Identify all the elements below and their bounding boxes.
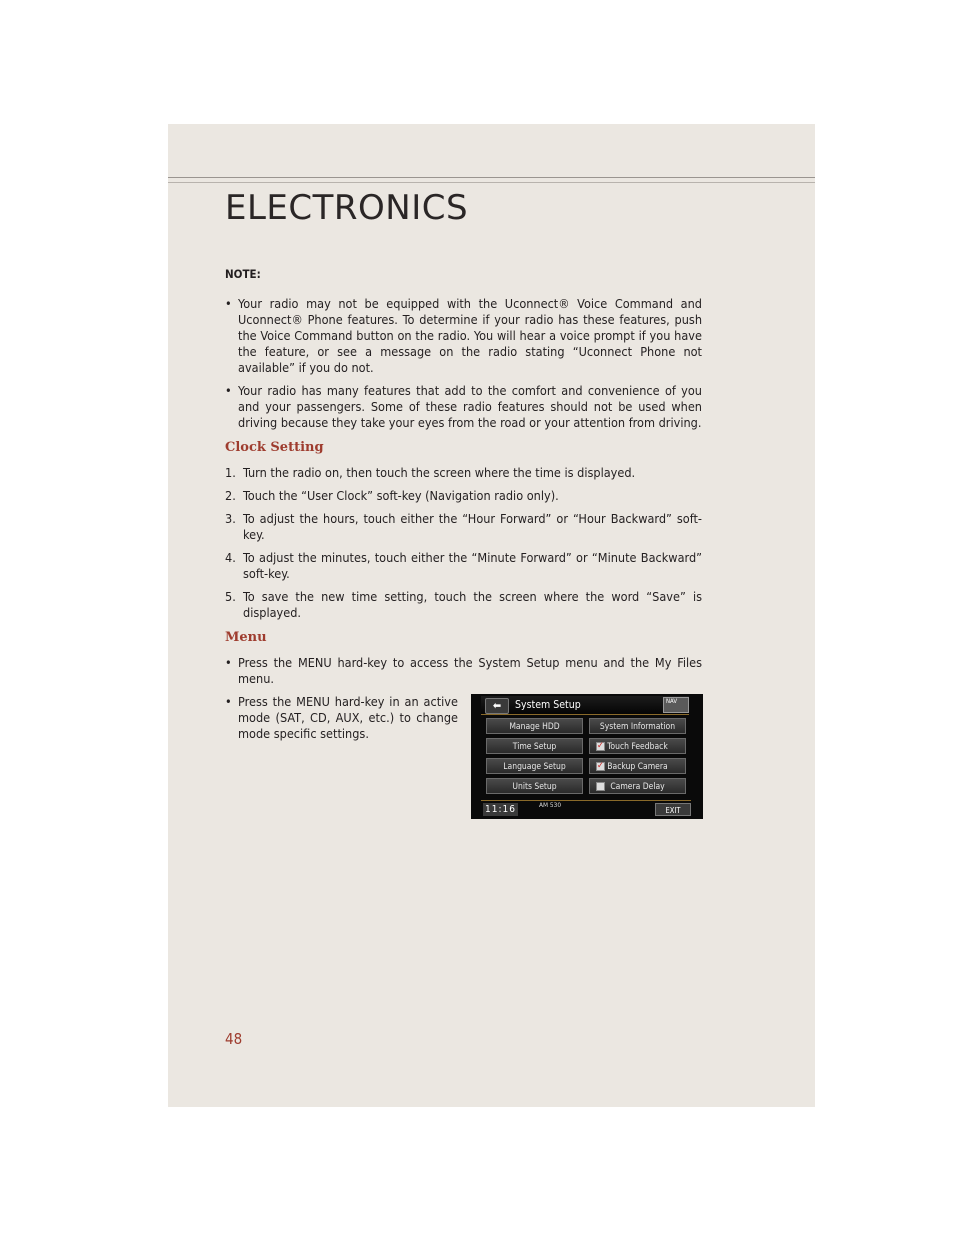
menu-item bbox=[225, 694, 458, 742]
note-item bbox=[225, 296, 702, 376]
system-setup-screenshot bbox=[471, 694, 703, 819]
menu-item bbox=[225, 655, 702, 687]
button-label: Backup Camera bbox=[607, 762, 668, 772]
header-rule bbox=[168, 177, 815, 178]
page bbox=[168, 124, 815, 1107]
step-item bbox=[225, 511, 702, 543]
screen-footer bbox=[481, 800, 691, 817]
bullet-icon: • bbox=[225, 296, 232, 311]
menu-heading: Menu bbox=[225, 630, 267, 645]
screen-title: System Setup bbox=[515, 699, 581, 711]
checkbox-unchecked-icon bbox=[596, 782, 605, 791]
step-number: 2. bbox=[225, 488, 236, 503]
bullet-icon: • bbox=[225, 383, 232, 398]
touch-feedback-button bbox=[589, 738, 686, 754]
button-label: Touch Feedback bbox=[607, 742, 668, 752]
menu-row bbox=[225, 694, 702, 824]
time-setup-button: Time Setup bbox=[486, 738, 583, 754]
button-label: System Information bbox=[599, 722, 676, 732]
step-item bbox=[225, 488, 702, 504]
units-setup-button: Units Setup bbox=[486, 778, 583, 794]
header-rule-thin bbox=[168, 182, 815, 183]
step-text: To save the new time setting, touch the screen where the word “Save” is displayed. bbox=[243, 589, 702, 620]
system-information-button bbox=[589, 718, 686, 734]
menu-text: Press the MENU hard-key in an active mode (SAT, CD, AUX, etc.) to change mode specific settings. bbox=[238, 694, 458, 741]
camera-delay-button bbox=[589, 778, 686, 794]
step-text: To adjust the hours, touch either the “Hour Forward” or “Hour Backward” soft-key. bbox=[243, 511, 702, 542]
checkbox-checked-icon bbox=[596, 762, 605, 771]
section-title: ELECTRONICS bbox=[225, 188, 469, 228]
bullet-icon: • bbox=[225, 655, 232, 670]
language-setup-button: Language Setup bbox=[486, 758, 583, 774]
step-item bbox=[225, 550, 702, 582]
step-text: Touch the “User Clock” soft-key (Navigation radio only). bbox=[243, 488, 559, 503]
page-number: 48 bbox=[225, 1030, 243, 1048]
station-display: AM 530 bbox=[539, 801, 562, 809]
nav-badge-label: NAV bbox=[666, 698, 678, 705]
step-number: 3. bbox=[225, 511, 236, 526]
step-number: 4. bbox=[225, 550, 236, 565]
clock-setting-heading: Clock Setting bbox=[225, 440, 324, 455]
step-text: To adjust the minutes, touch either the “Minute Forward” or “Minute Backward” soft-key. bbox=[243, 550, 702, 581]
step-text: Turn the radio on, then touch the screen where the time is displayed. bbox=[243, 465, 636, 480]
note-text: Your radio may not be equipped with the Uconnect® Voice Command and Uconnect® Phone features. To determine if your radio has these features, push the Voice Command button on the radio. You will hear a voice prompt if you have the feature, or see a message on the radio stating “Uconnect Phone not available” if you do not. bbox=[238, 296, 702, 375]
nav-badge bbox=[663, 697, 689, 713]
note-text: Your radio has many features that add to the comfort and convenience of you and your passengers. Some of these radio features should not be used when driving because they take your eyes from the road or your attention from driving. bbox=[238, 383, 702, 430]
note-item bbox=[225, 383, 702, 431]
bullet-icon: • bbox=[225, 694, 232, 709]
backup-camera-button bbox=[589, 758, 686, 774]
step-item bbox=[225, 589, 702, 621]
content bbox=[225, 266, 702, 824]
step-item bbox=[225, 465, 702, 481]
menu-text: Press the MENU hard-key to access the System Setup menu and the My Files menu. bbox=[238, 655, 702, 686]
manage-hdd-button: Manage HDD bbox=[486, 718, 583, 734]
step-number: 5. bbox=[225, 589, 236, 604]
checkbox-checked-icon bbox=[596, 742, 605, 751]
left-arrow-icon: ⬅ bbox=[485, 698, 509, 714]
note-label: NOTE: bbox=[225, 267, 261, 281]
button-label: Camera Delay bbox=[610, 782, 665, 792]
screen-header bbox=[481, 696, 689, 715]
clock-display: 11:16 bbox=[485, 804, 516, 815]
step-number: 1. bbox=[225, 465, 236, 480]
exit-button: EXIT bbox=[655, 803, 691, 816]
